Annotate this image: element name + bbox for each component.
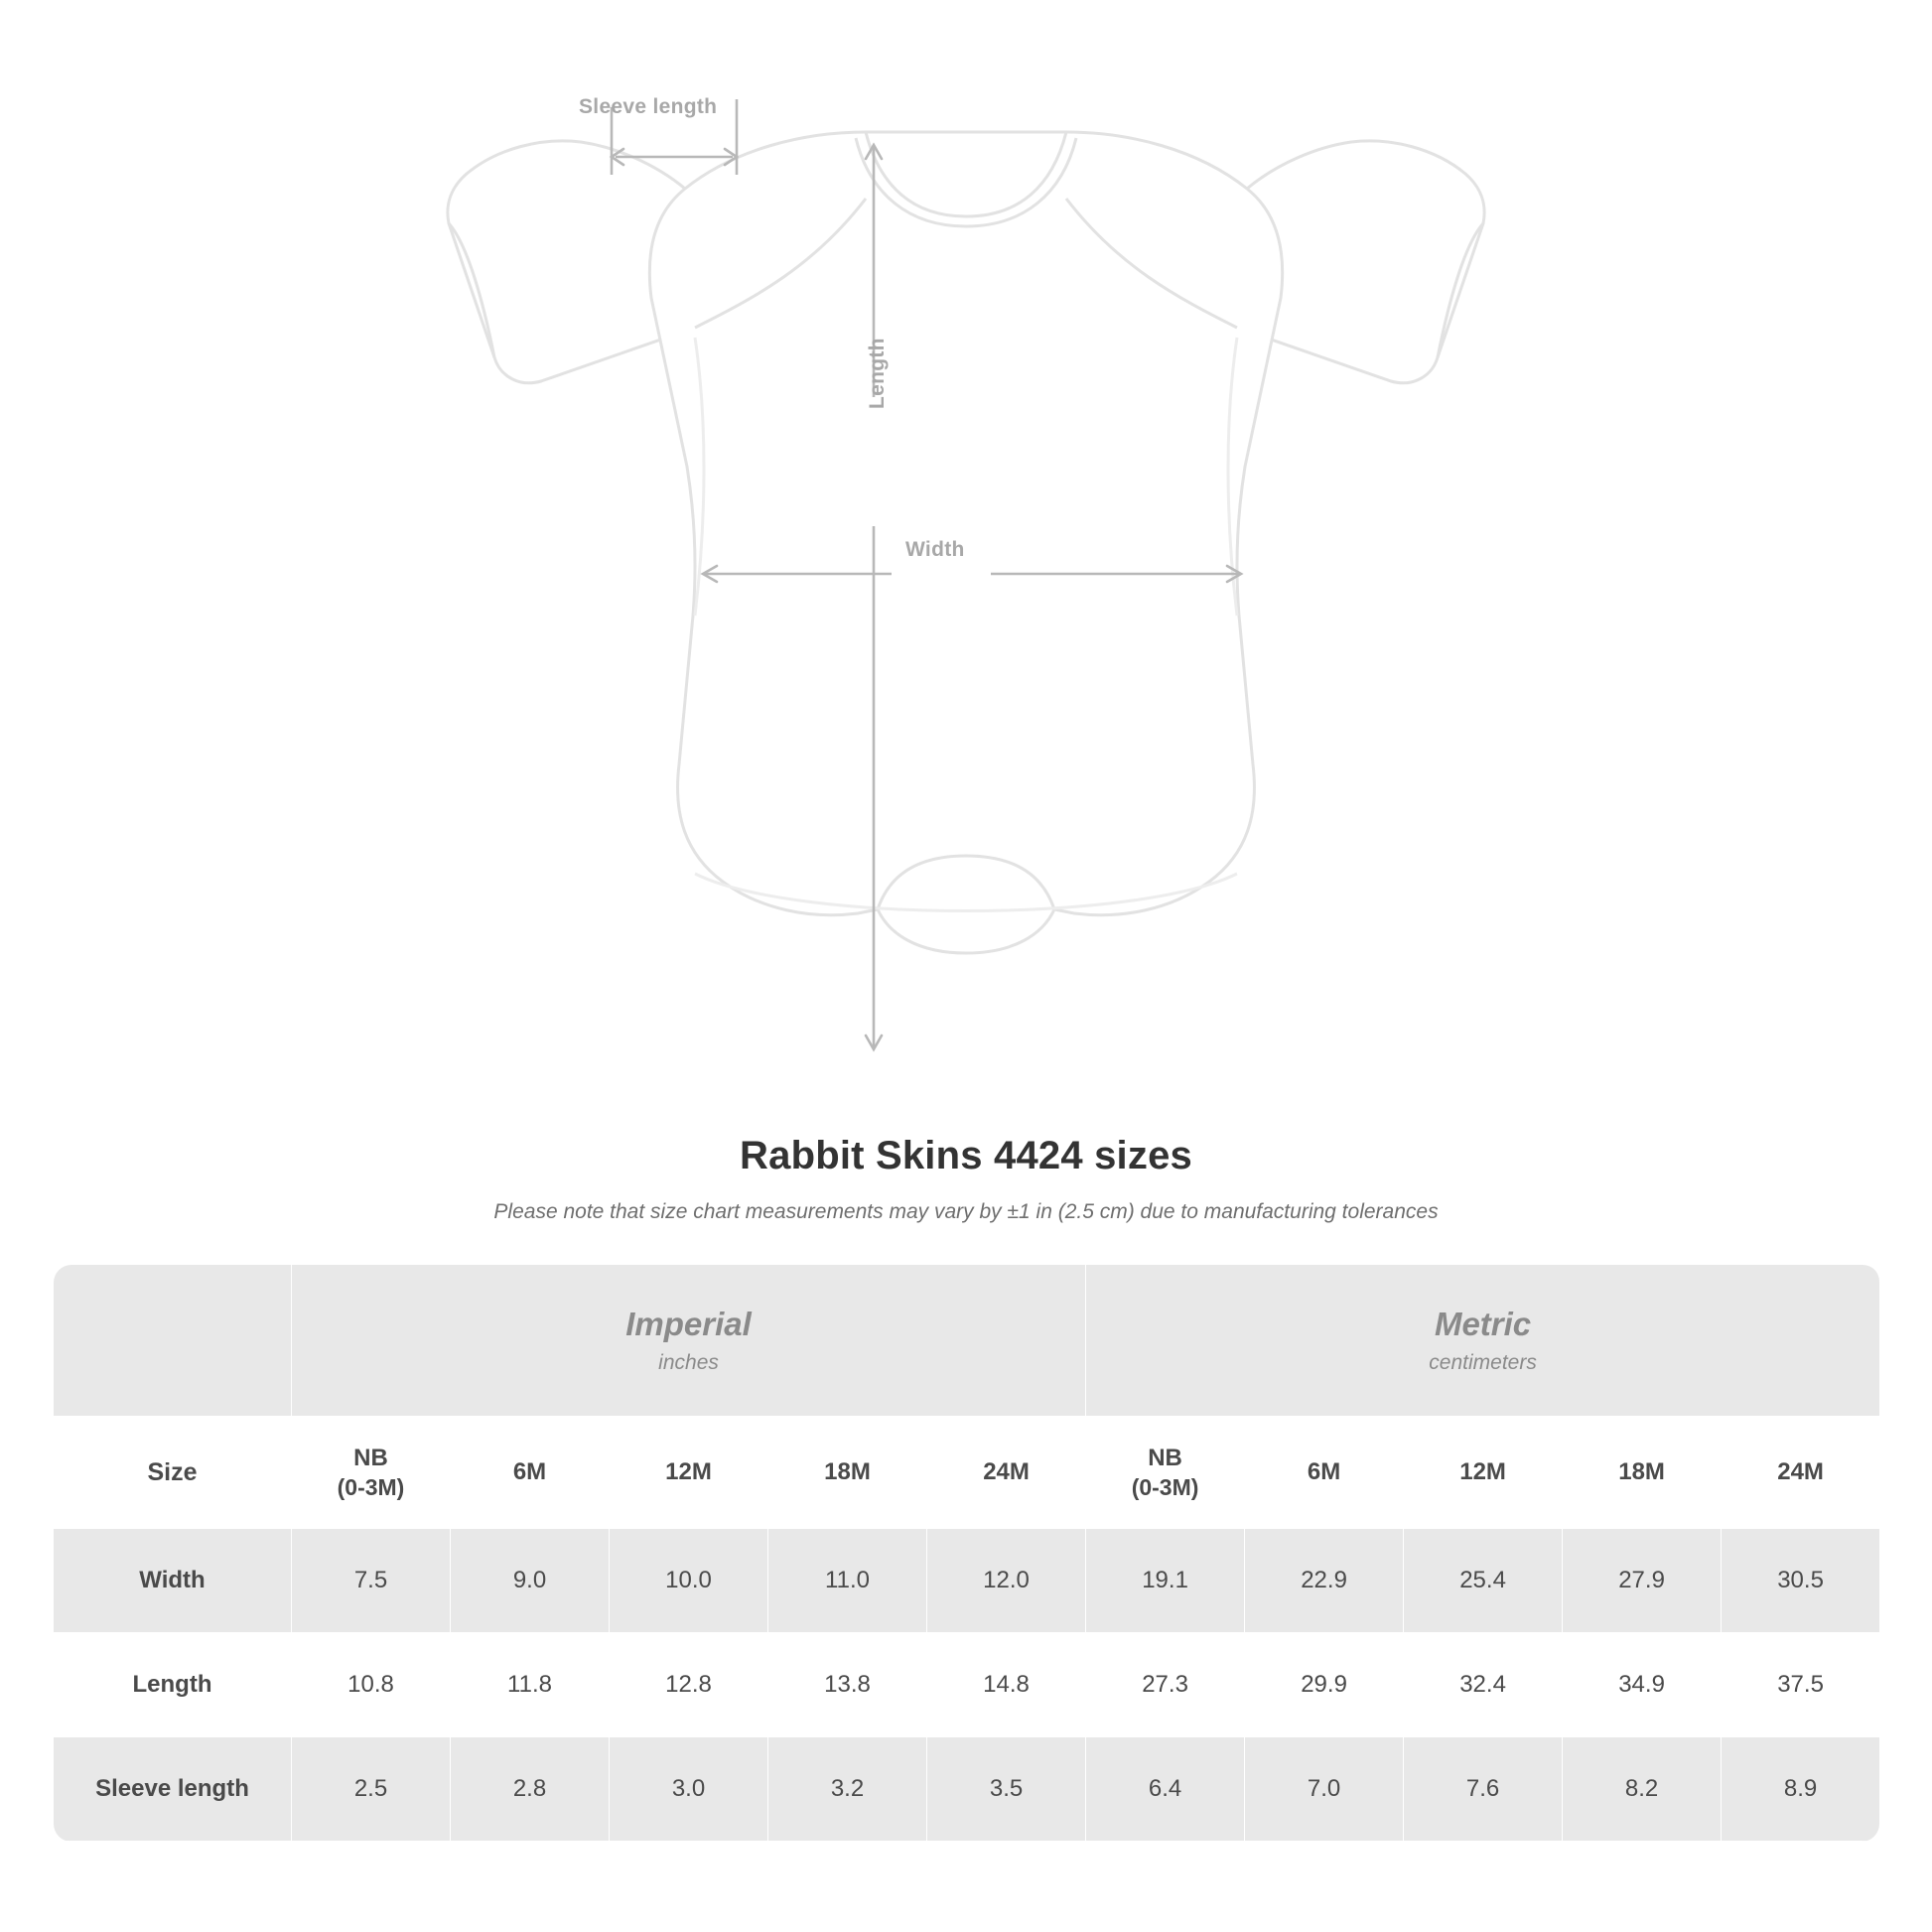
column-header-nb-metric [1086,1417,1245,1529]
title-block [0,1134,1932,1224]
measurement-tolerance-note: Please note that size chart measurements may vary by ±1 in (2.5 cm) due to manufacturing tolerances [493,1200,1439,1223]
column-header-24m-metric: 24M [1722,1417,1879,1529]
column-header-label: NB [1148,1444,1182,1471]
cell-width-6m-cm: 22.9 [1245,1529,1404,1633]
sleeve-length-dimension-label: Sleeve length [579,95,718,118]
cell-width-nb-in: 7.5 [292,1529,451,1633]
cell-sleeve-nb-in: 2.5 [292,1737,451,1842]
column-header-sub: (0-3M) [1131,1473,1199,1500]
cell-length-12m-cm: 32.4 [1404,1633,1563,1737]
cell-width-12m-cm: 25.4 [1404,1529,1563,1633]
unit-group-metric-name: Metric [1434,1306,1532,1343]
column-header-24m-imperial: 24M [927,1417,1086,1529]
cell-length-18m-cm: 34.9 [1563,1633,1722,1737]
cell-length-24m-in: 14.8 [927,1633,1086,1737]
cell-width-24m-cm: 30.5 [1722,1529,1879,1633]
cell-sleeve-24m-cm: 8.9 [1722,1737,1879,1842]
cell-length-18m-in: 13.8 [768,1633,927,1737]
column-header-12m-imperial: 12M [610,1417,768,1529]
size-column-header: Size [54,1417,292,1529]
column-header-label: NB [353,1444,388,1471]
cell-width-18m-in: 11.0 [768,1529,927,1633]
cell-length-nb-cm: 27.3 [1086,1633,1245,1737]
cell-length-nb-in: 10.8 [292,1633,451,1737]
cell-width-24m-in: 12.0 [927,1529,1086,1633]
column-header-18m-imperial: 18M [768,1417,927,1529]
unit-group-metric [1086,1265,1879,1417]
column-header-12m-metric: 12M [1404,1417,1563,1529]
unit-header-row [54,1265,1880,1417]
cell-width-6m-in: 9.0 [451,1529,610,1633]
column-header-18m-metric: 18M [1563,1417,1722,1529]
cell-sleeve-6m-in: 2.8 [451,1737,610,1842]
row-label-length: Length [54,1633,292,1737]
cell-length-6m-cm: 29.9 [1245,1633,1404,1737]
cell-sleeve-18m-cm: 8.2 [1563,1737,1722,1842]
cell-sleeve-6m-cm: 7.0 [1245,1737,1404,1842]
unit-group-imperial-name: Imperial [625,1306,752,1343]
table-row [54,1633,1880,1737]
cell-sleeve-nb-cm: 6.4 [1086,1737,1245,1842]
size-table-container [53,1264,1879,1842]
cell-width-18m-cm: 27.9 [1563,1529,1722,1633]
size-header-row [54,1417,1880,1529]
unit-group-metric-sub: centimeters [1429,1350,1537,1374]
cell-sleeve-24m-in: 3.5 [927,1737,1086,1842]
column-header-sub: (0-3M) [337,1473,405,1500]
cell-length-6m-in: 11.8 [451,1633,610,1737]
length-dimension-label: Length [866,338,889,409]
column-header-nb-imperial [292,1417,451,1529]
column-header-6m-metric: 6M [1245,1417,1404,1529]
column-header-6m-imperial: 6M [451,1417,610,1529]
size-table [53,1264,1879,1842]
table-row [54,1529,1880,1633]
cell-width-nb-cm: 19.1 [1086,1529,1245,1633]
table-row [54,1737,1880,1842]
unit-group-imperial [292,1265,1086,1417]
cell-sleeve-12m-in: 3.0 [610,1737,768,1842]
row-label-sleeve-length: Sleeve length [54,1737,292,1842]
width-dimension-label: Width [905,538,965,561]
cell-sleeve-18m-in: 3.2 [768,1737,927,1842]
page-title: Rabbit Skins 4424 sizes [740,1134,1192,1177]
cell-length-12m-in: 12.8 [610,1633,768,1737]
row-label-width: Width [54,1529,292,1633]
unit-row-spacer [54,1265,292,1417]
unit-group-imperial-sub: inches [658,1350,719,1374]
cell-sleeve-12m-cm: 7.6 [1404,1737,1563,1842]
cell-length-24m-cm: 37.5 [1722,1633,1879,1737]
cell-width-12m-in: 10.0 [610,1529,768,1633]
